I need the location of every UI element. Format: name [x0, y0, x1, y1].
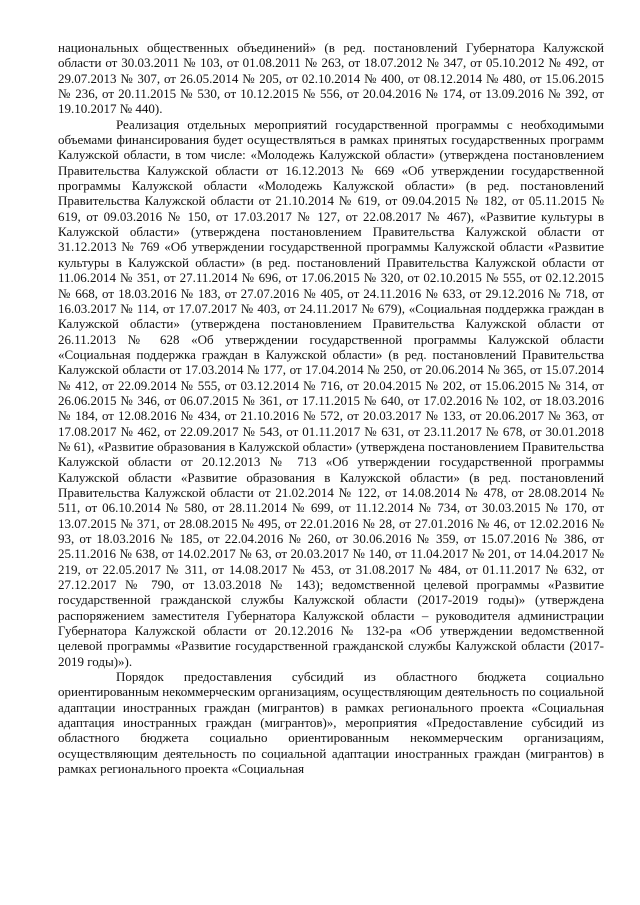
document-page	[58, 40, 604, 777]
paragraph-subsidy-procedure: Порядок предоставления субсидий из областного бюджета социально ориентированным некоммерческим организациям, осуществляющим деятельность по социальной адаптации иностранных граждан (мигрантов) в рамках регионального проекта «Социальная адаптация иностранных граждан (мигрантов)», мероприятия «Предоставление субсидий из областного бюджета социально ориентированным некоммерческим организациям, осуществляющим деятельность по социальной адаптации иностранных граждан (мигрантов) в рамках регионального проекта «Социальная	[58, 669, 604, 777]
paragraph-programs: Реализация отдельных мероприятий государственной программы с необходимыми объемами финансирования будет осуществляться в рамках принятых государственных программ Калужской области, в том числе: «Молодежь Калужской области» (утверждена постановлением Правительства Калужской области от 16.12.2013 № 669 «Об утверждении государственной программы Калужской области «Молодежь Калужской области» (в ред. постановлений Правительства Калужской области от 21.10.2014 № 619, от 09.04.2015 № 182, от 05.11.2015 № 619, от 09.03.2016 № 150, от 17.03.2017 № 127, от 22.08.2017 № 467), «Развитие культуры в Калужской области» (утверждена постановлением Правительства Калужской области от 31.12.2013 № 769 «Об утверждении государственной программы Калужской области «Развитие культуры в Калужской области» (в ред. постановлений Правительства Калужской области от 11.06.2014 № 351, от 27.11.2014 № 696, от 17.06.2015 № 320, от 02.10.2015 № 555, от 02.12.2015 № 668, от 18.03.2016 № 183, от 27.07.2016 № 405, от 24.11.2016 № 633, от 29.12.2016 № 718, от 16.03.2017 № 114, от 17.07.2017 № 403, от 24.11.2017 № 679), «Социальная поддержка граждан в Калужской области» (утверждена постановлением Правительства Калужской области от 26.11.2013 № 628 «Об утверждении государственной программы Калужской области «Социальная поддержка граждан в Калужской области» (в ред. постановлений Правительства Калужской области от 17.03.2014 № 177, от 17.04.2014 № 250, от 20.06.2014 № 365, от 15.07.2014 № 412, от 22.09.2014 № 555, от 03.12.2014 № 716, от 20.04.2015 № 202, от 15.06.2015 № 314, от 26.06.2015 № 346, от 06.07.2015 № 361, от 17.11.2015 № 640, от 17.02.2016 № 102, от 18.03.2016 № 184, от 12.08.2016 № 434, от 21.10.2016 № 572, от 20.03.2017 № 133, от 20.06.2017 № 363, от 17.08.2017 № 462, от 22.09.2017 № 543, от 01.11.2017 № 631, от 23.11.2017 № 678, от 30.01.2018 № 61), «Развитие образования в Калужской области» (утверждена постановлением Правительства Калужской области от 20.12.2013 № 713 «Об утверждении государственной программы Калужской области «Развитие образования в Калужской области» (в ред. постановлений Правительства Калужской области от 21.02.2014 № 122, от 14.08.2014 № 478, от 28.08.2014 № 511, от 06.10.2014 № 580, от 28.11.2014 № 699, от 11.12.2014 № 734, от 30.03.2015 № 170, от 13.07.2015 № 371, от 28.08.2015 № 495, от 22.01.2016 № 28, от 27.01.2016 № 46, от 12.02.2016 № 93, от 18.03.2016 № 185, от 22.04.2016 № 260, от 30.06.2016 № 359, от 15.07.2016 № 386, от 25.11.2016 № 638, от 14.02.2017 № 63, от 20.03.2017 № 140, от 11.04.2017 № 201, от 14.04.2017 № 219, от 22.05.2017 № 311, от 14.08.2017 № 453, от 31.08.2017 № 484, от 01.11.2017 № 632, от 27.12.2017 № 790, от 13.03.2018 № 143); ведомственной целевой программы «Развитие государственной гражданской службы Калужской области (2017-2019 годы)» (утверждена распоряжением заместителя Губернатора Калужской области – руководителя администрации Губернатора Калужской области от 20.12.2016 № 132-ра «Об утверждении ведомственной целевой программы «Развитие государственной гражданской службы Калужской области (2017-2019 годы)»).	[58, 116, 604, 669]
paragraph-continuation: национальных общественных объединений» (в ред. постановлений Губернатора Калужской области от 30.03.2011 № 103, от 01.08.2011 № 263, от 18.07.2012 № 347, от 05.10.2012 № 492, от 29.07.2013 № 307, от 26.05.2014 № 205, от 02.10.2014 № 400, от 08.12.2014 № 480, от 15.06.2015 № 236, от 20.11.2015 № 530, от 10.12.2015 № 556, от 20.04.2016 № 174, от 13.09.2016 № 392, от 19.10.2017 № 440).	[58, 40, 604, 117]
